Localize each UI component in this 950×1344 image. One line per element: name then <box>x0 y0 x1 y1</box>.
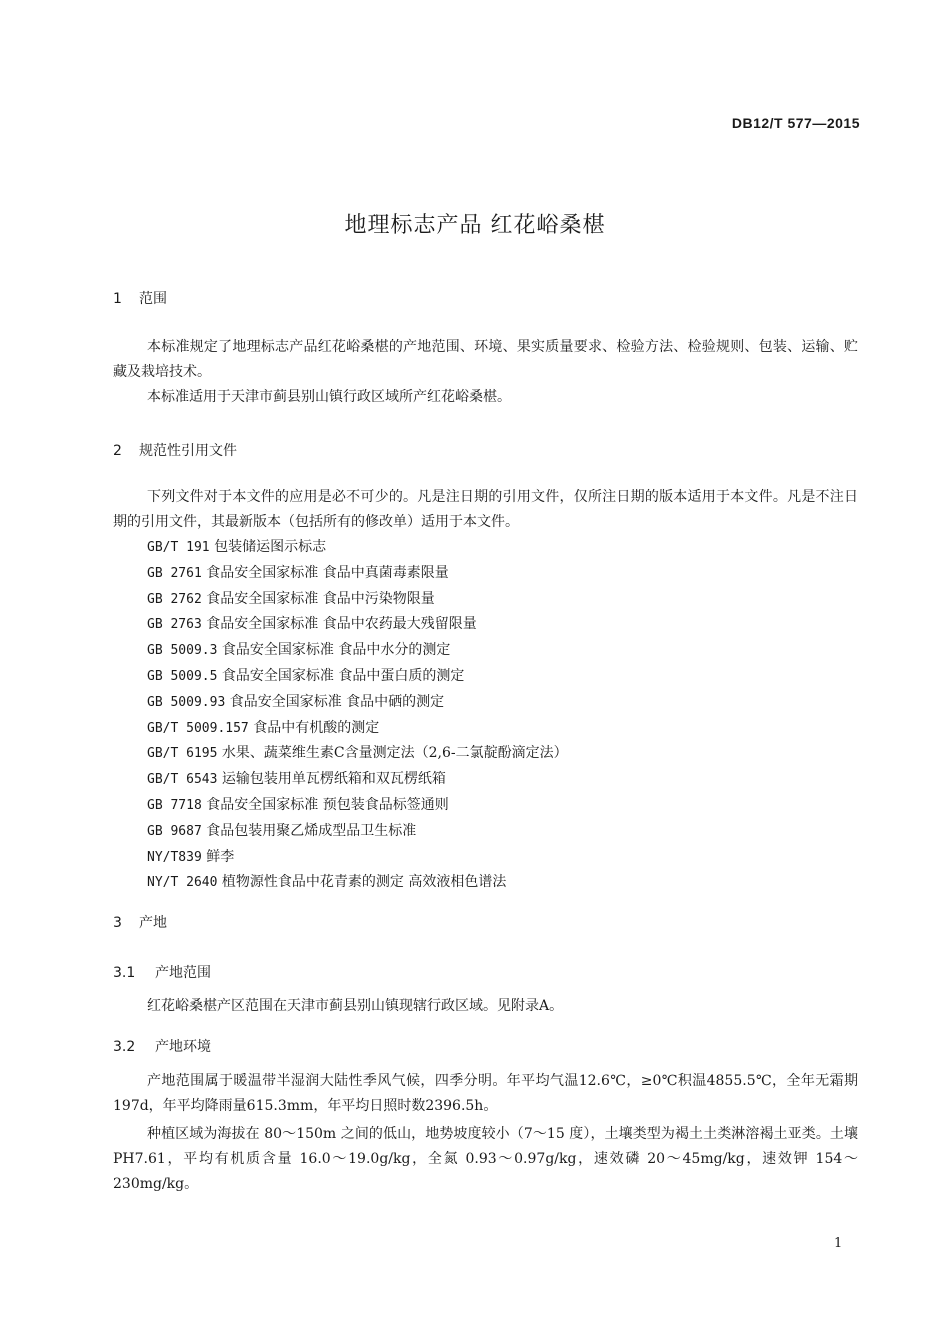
section-title: 范围 <box>139 291 167 307</box>
page-number: 1 <box>834 1236 843 1251</box>
subsection-number: 3.2 <box>113 1039 136 1055</box>
origin-soil-paragraph: 种植区域为海拔在 80～150m 之间的低山，地势坡度较小（7～15 度），土壤类型为褐土土类淋溶褐土亚类。土壤 PH7.61，平均有机质含量 16.0～19.0g/kg，全氮 0.93～0.97g/kg，速效磷 20～45mg/kg，速效钾 154～230mg/kg。 <box>113 1126 858 1192</box>
reference-item: GB 5009.3 食品安全国家标准 食品中水分的测定 <box>147 642 451 659</box>
section-number: 2 <box>113 443 122 459</box>
reference-item: NY/T839 鲜李 <box>147 848 235 865</box>
section-title: 产地 <box>139 915 167 931</box>
reference-item: GB 2762 食品安全国家标准 食品中污染物限量 <box>147 590 435 607</box>
reference-item: GB/T 5009.157 食品中有机酸的测定 <box>147 719 380 736</box>
reference-item: GB 5009.5 食品安全国家标准 食品中蛋白质的测定 <box>147 667 465 684</box>
section-number: 3 <box>113 915 122 931</box>
scope-paragraph-2: 本标准适用于天津市蓟县别山镇行政区域所产红花峪桑椹。 <box>147 389 511 405</box>
reference-item: NY/T 2640 植物源性食品中花青素的测定 高效液相色谱法 <box>147 874 507 891</box>
section-heading-3 <box>113 912 167 932</box>
subsection-title: 产地范围 <box>155 965 211 981</box>
section-title: 规范性引用文件 <box>139 443 237 459</box>
page-title: 地理标志产品 红花峪桑椹 <box>344 213 606 238</box>
reference-item: GB 5009.93 食品安全国家标准 食品中硒的测定 <box>147 693 445 710</box>
subsection-number: 3.1 <box>113 965 136 981</box>
section-heading-2 <box>113 440 237 460</box>
reference-item: GB 7718 食品安全国家标准 预包装食品标签通则 <box>147 796 449 813</box>
subsection-title: 产地环境 <box>155 1039 211 1055</box>
subsection-heading-3-2 <box>113 1036 211 1056</box>
reference-item: GB/T 6195 水果、蔬菜维生素C含量测定法（2,6-二氯靛酚滴定法） <box>147 745 568 762</box>
origin-range-paragraph: 红花峪桑椹产区范围在天津市蓟县别山镇现辖行政区域。见附录A。 <box>147 998 564 1014</box>
reference-item: GB 2763 食品安全国家标准 食品中农药最大残留限量 <box>147 616 477 633</box>
scope-paragraph-1: 本标准规定了地理标志产品红花峪桑椹的产地范围、环境、果实质量要求、检验方法、检验规则、包装、运输、贮藏及栽培技术。 <box>113 339 858 380</box>
origin-climate-paragraph: 产地范围属于暖温带半湿润大陆性季风气候，四季分明。年平均气温12.6℃，≥0℃积温4855.5℃，全年无霜期197d，年平均降雨量615.3mm，年平均日照时数2396.5h。 <box>113 1073 858 1114</box>
reference-item: GB/T 6543 运输包装用单瓦楞纸箱和双瓦楞纸箱 <box>147 771 446 788</box>
reference-item: GB/T 191 包装储运图示标志 <box>147 539 327 555</box>
subsection-heading-3-1 <box>113 962 211 982</box>
section-number: 1 <box>113 291 122 307</box>
reference-item: GB 2761 食品安全国家标准 食品中真菌毒素限量 <box>147 564 449 581</box>
references-intro-paragraph: 下列文件对于本文件的应用是必不可少的。凡是注日期的引用文件，仅所注日期的版本适用于本文件。凡是不注日期的引用文件，其最新版本（包括所有的修改单）适用于本文件。 <box>113 489 858 530</box>
reference-list <box>147 535 568 896</box>
document-id: DB12/T 577—2015 <box>731 115 860 131</box>
reference-item: GB 9687 食品包装用聚乙烯成型品卫生标准 <box>147 822 417 839</box>
section-heading-1 <box>113 288 167 308</box>
